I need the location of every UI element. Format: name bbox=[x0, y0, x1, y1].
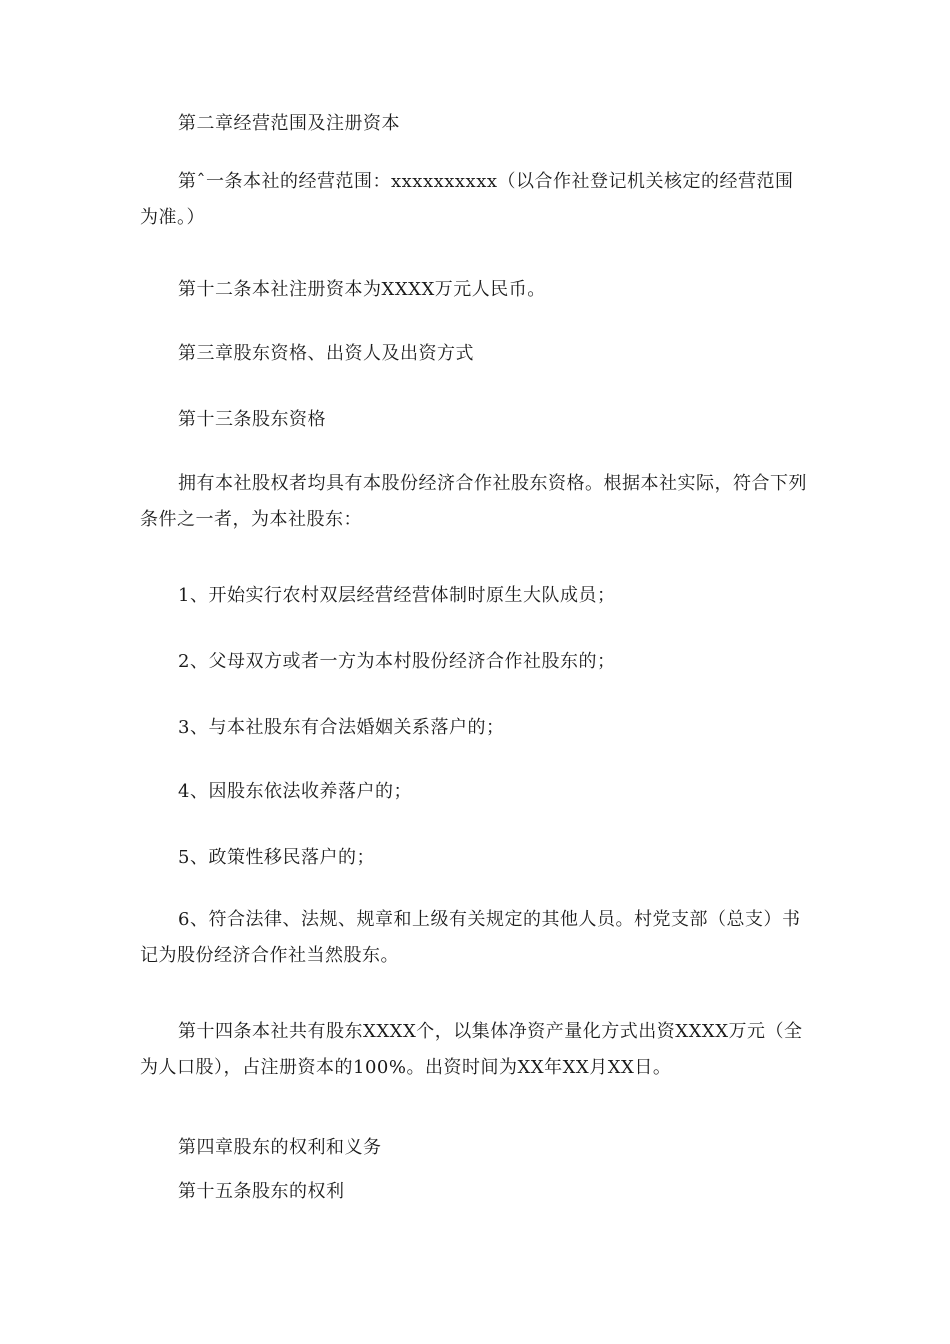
article-12-paragraph: 第十二条本社注册资本为XXXX万元人民币。 bbox=[178, 279, 546, 300]
chapter-heading-3: 第三章股东资格、出资人及出资方式 bbox=[178, 343, 474, 364]
condition-item-1: 1、开始实行农村双层经营经营体制时原生大队成员； bbox=[178, 585, 616, 606]
chapter-heading-4: 第四章股东的权利和义务 bbox=[178, 1137, 382, 1158]
article-14-paragraph: 第十四条本社共有股东XXXX个，以集体净资产量化方式出资XXXX万元（全为人口股），占注册资本的100%。出资时间为XX年XX月XX日。 bbox=[140, 1021, 803, 1078]
article-13-heading: 第十三条股东资格 bbox=[178, 409, 326, 430]
condition-item-3: 3、与本社股东有合法婚姻关系落户的； bbox=[178, 717, 505, 738]
condition-item-4: 4、因股东依法收养落户的； bbox=[178, 781, 412, 802]
condition-item-2: 2、父母双方或者一方为本村股份经济合作社股东的； bbox=[178, 651, 616, 672]
article-11-paragraph: 第ˆ一条本社的经营范围：xxxxxxxxxx（以合作社登记机关核定的经营范围为准。） bbox=[140, 171, 794, 228]
condition-item-5: 5、政策性移民落户的； bbox=[178, 847, 375, 868]
chapter-heading-2: 第二章经营范围及注册资本 bbox=[178, 113, 400, 134]
shareholder-qualification-paragraph: 拥有本社股权者均具有本股份经济合作社股东资格。根据本社实际，符合下列条件之一者，为本社股东： bbox=[140, 473, 807, 530]
condition-item-6: 6、符合法律、法规、规章和上级有关规定的其他人员。村党支部（总支）书记为股份经济合作社当然股东。 bbox=[140, 909, 801, 966]
article-15-heading: 第十五条股东的权利 bbox=[178, 1181, 345, 1202]
